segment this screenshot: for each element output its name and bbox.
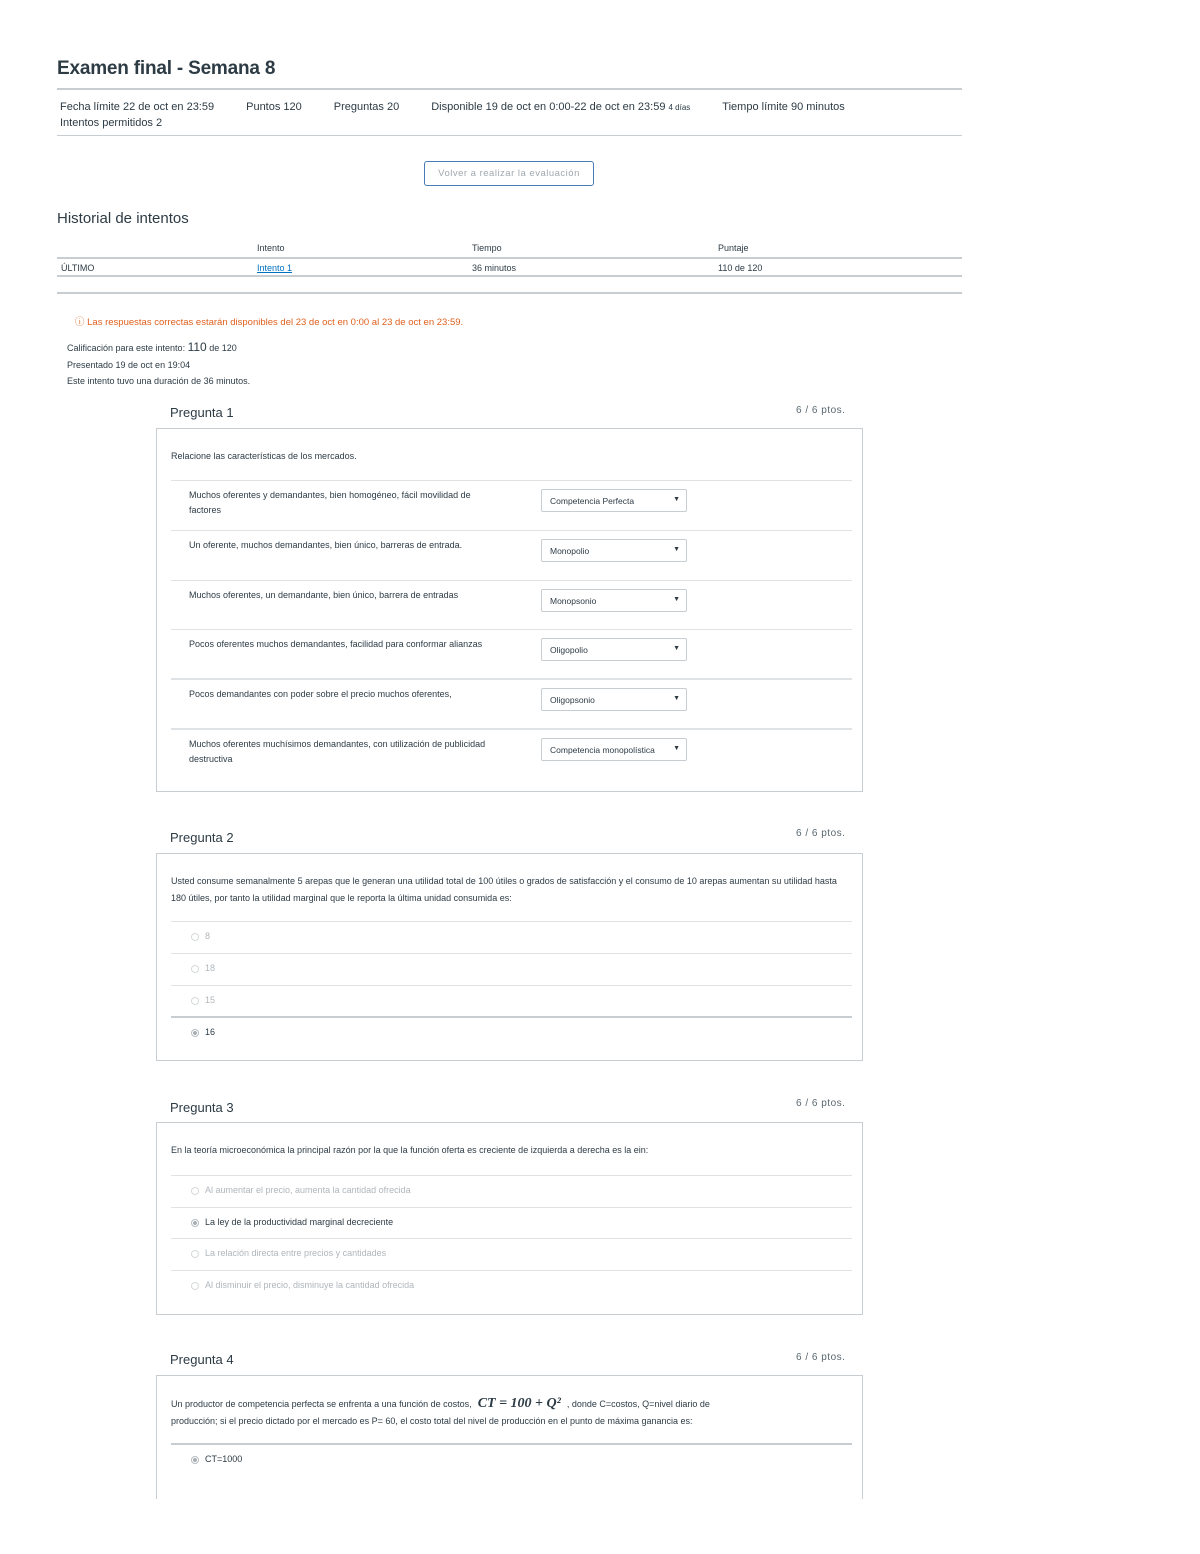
- match-row: [171, 480, 852, 530]
- dropdown-arrow-icon: ▼: [673, 546, 680, 553]
- question-count: Preguntas 20: [333, 101, 400, 113]
- radio-button-checked[interactable]: [191, 1456, 199, 1464]
- submitted-line: Presentado 19 de oct en 19:04: [67, 359, 191, 370]
- attempt-score: 110 de 120: [718, 263, 763, 273]
- match-row: [171, 530, 852, 580]
- match-row: [171, 728, 852, 778]
- question-1-points: 6 / 6 ptos.: [796, 405, 846, 416]
- time-limit: Tiempo límite 90 minutos: [722, 101, 845, 113]
- question-3-text: En la teoría microeconómica la principal razón por la que la función oferta es creciente de izquierda a derecha es la ein:: [171, 1145, 649, 1155]
- question-4-text: Un productor de competencia perfecta se enfrenta a una función de costos, CT = 100 + Q² , donde C=costos, Q=nivel diario de producción; si el precio dictado por el mercado es P= 60, el costo total del nivel de producción en el punto de máxima ganancia es:: [171, 1396, 710, 1426]
- match-label: Pocos demandantes con poder sobre el precio muchos oferentes,: [189, 689, 452, 699]
- col-time: Tiempo: [472, 243, 502, 253]
- page-title: Examen final - Semana 8: [57, 58, 276, 79]
- question-2-box: [156, 853, 863, 1061]
- match-dropdown[interactable]: Monopolio ▼: [541, 539, 687, 562]
- retake-quiz-button[interactable]: Volver a realizar la evaluación: [424, 161, 594, 186]
- answer-option[interactable]: 8: [171, 921, 852, 953]
- score-line: Calificación para este intento: 110 de 120: [67, 340, 237, 354]
- details-divider: [57, 135, 962, 136]
- attempt-history-title: Historial de intentos: [57, 210, 189, 227]
- history-header-row: [57, 240, 962, 257]
- due-date: Fecha límite 22 de oct en 23:59: [60, 101, 215, 113]
- question-2-points: 6 / 6 ptos.: [796, 828, 846, 839]
- answer-option[interactable]: 15: [171, 985, 852, 1017]
- match-dropdown[interactable]: Competencia Perfecta ▼: [541, 489, 687, 512]
- question-4-points: 6 / 6 ptos.: [796, 1352, 846, 1363]
- latest-label: ÚLTIMO: [61, 263, 95, 273]
- dropdown-arrow-icon: ▼: [673, 496, 680, 503]
- answer-option[interactable]: Al aumentar el precio, aumenta la cantidad ofrecida: [171, 1175, 852, 1207]
- dropdown-arrow-icon: ▼: [673, 745, 680, 752]
- answers-availability-warning: ⓘ Las respuestas correctas estarán disponibles del 23 de oct en 0:00 al 23 de oct en 23:59.: [75, 317, 464, 328]
- question-1-text: Relacione las características de los mercados.: [171, 451, 357, 461]
- availability: Disponible 19 de oct en 0:00-22 de oct en 23:59 4 días: [431, 101, 691, 113]
- question-3-points: 6 / 6 ptos.: [796, 1098, 846, 1109]
- dropdown-arrow-icon: ▼: [673, 695, 680, 702]
- dropdown-arrow-icon: ▼: [673, 645, 680, 652]
- answer-option-selected[interactable]: CT=1000: [171, 1443, 852, 1475]
- attempt-history-table: [57, 240, 962, 277]
- radio-button[interactable]: [191, 933, 199, 941]
- score-value: 110: [187, 340, 207, 354]
- radio-button-checked[interactable]: [191, 1219, 199, 1227]
- radio-button[interactable]: [191, 1250, 199, 1258]
- answer-option-selected[interactable]: 16: [171, 1016, 852, 1048]
- match-dropdown[interactable]: Monopsonio ▼: [541, 589, 687, 612]
- match-label: Un oferente, muchos demandantes, bien único, barreras de entrada.: [189, 540, 463, 550]
- question-2-title: Pregunta 2: [170, 830, 234, 845]
- dropdown-arrow-icon: ▼: [673, 596, 680, 603]
- radio-button[interactable]: [191, 1282, 199, 1290]
- answer-option[interactable]: La relación directa entre precios y cantidades: [171, 1238, 852, 1270]
- match-dropdown[interactable]: Oligopolio ▼: [541, 638, 687, 661]
- col-attempt: Intento: [257, 243, 285, 253]
- quiz-details: [60, 99, 960, 131]
- radio-button-checked[interactable]: [191, 1029, 199, 1037]
- match-dropdown[interactable]: Oligopsonio ▼: [541, 688, 687, 711]
- points-total: Puntos 120: [246, 101, 302, 113]
- match-row: [171, 580, 852, 629]
- score-info: [67, 339, 250, 390]
- header-divider: [57, 88, 962, 90]
- question-3-title: Pregunta 3: [170, 1100, 234, 1115]
- history-divider: [57, 292, 962, 294]
- attempts-allowed: Intentos permitidos 2: [60, 117, 163, 129]
- attempt-time: 36 minutos: [472, 263, 517, 273]
- match-label: Muchos oferentes muchísimos demandantes, con utilización de publicidad destructiva: [189, 739, 486, 764]
- match-label: Muchos oferentes y demandantes, bien homogéneo, fácil movilidad de factores: [189, 490, 471, 515]
- history-row: [57, 257, 962, 277]
- cost-function-formula: CT = 100 + Q²: [477, 1396, 561, 1411]
- radio-button[interactable]: [191, 1187, 199, 1195]
- answer-option[interactable]: 18: [171, 953, 852, 985]
- match-dropdown[interactable]: Competencia monopolística ▼: [541, 738, 687, 761]
- question-4-title: Pregunta 4: [170, 1352, 234, 1367]
- question-2-text: Usted consume semanalmente 5 arepas que le generan una utilidad total de 100 útiles o grados de satisfacción y el consumo de 10 arepas aumentan su utilidad hasta 180 útiles, por tanto la utilidad marginal que le reporta la última unidad consumida es:: [171, 876, 837, 903]
- match-row: [171, 678, 852, 728]
- col-score: Puntaje: [718, 243, 749, 253]
- match-label: Pocos oferentes muchos demandantes, facilidad para conformar alianzas: [189, 639, 483, 649]
- question-3-box: [156, 1122, 863, 1315]
- answer-option-selected[interactable]: La ley de la productividad marginal decreciente: [171, 1207, 852, 1239]
- answer-option[interactable]: Al disminuir el precio, disminuye la cantidad ofrecida: [171, 1270, 852, 1302]
- match-label: Muchos oferentes, un demandante, bien único, barrera de entradas: [189, 590, 459, 600]
- attempt-link[interactable]: Intento 1: [257, 263, 293, 273]
- duration-line: Este intento tuvo una duración de 36 minutos.: [67, 376, 251, 386]
- question-1-box: [156, 428, 863, 792]
- question-1-title: Pregunta 1: [170, 405, 234, 420]
- match-row: [171, 629, 852, 678]
- radio-button[interactable]: [191, 965, 199, 973]
- radio-button[interactable]: [191, 997, 199, 1005]
- question-4-box: [156, 1375, 863, 1499]
